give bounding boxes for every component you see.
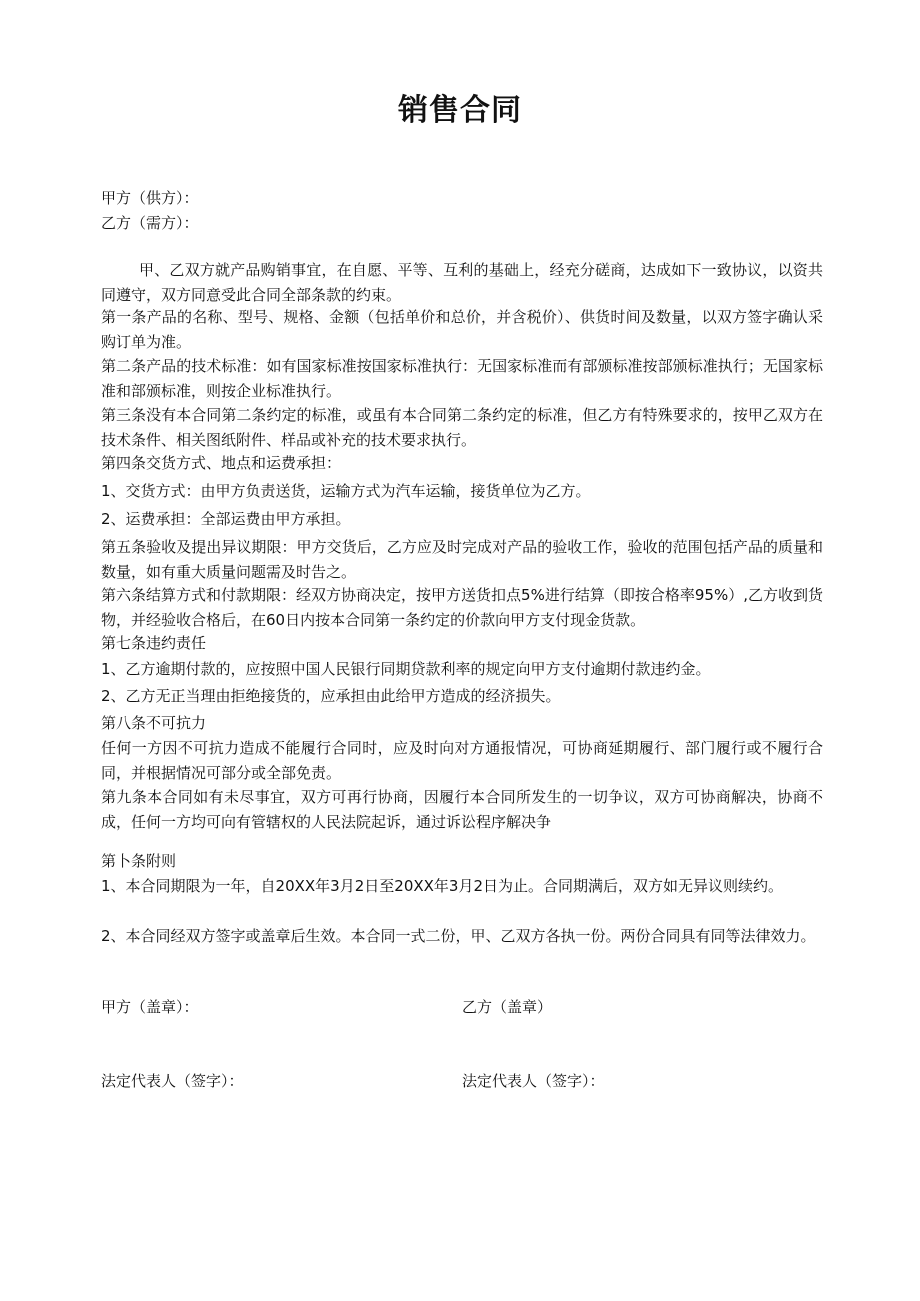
- article-4-item-1: 1、交货方式：由甲方负责送货，运输方式为汽车运输，接货单位为乙方。: [101, 482, 591, 500]
- article-10-item-2: 2、本合同经双方签字或盖章后生效。本合同一式二份，甲、乙双方各执一份。两份合同具有同等法律效力。: [101, 927, 816, 945]
- article-2: 第二条产品的技术标准：如有国家标准按国家标准执行：无国家标准而有部颁标准按部颁标准执行；无国家标准和部颁标准，则按企业标准执行。: [101, 357, 823, 400]
- article-7-heading: 第七条违约责任: [101, 634, 207, 652]
- article-6: 第六条结算方式和付款期限：经双方协商决定，按甲方送货扣点5%进行结算（即按合格率95%）,乙方收到货物，并经验收合格后，在60日内按本合同第一条约定的价款向甲方支付现金货款。: [101, 586, 823, 629]
- article-1: 第一条产品的名称、型号、规格、金额（包括单价和总价，并含税价）、供货时间及数量，以双方签字确认采购订单为准。: [101, 308, 823, 351]
- article-3: 第三条没有本合同第二条约定的标准，或虽有本合同第二条约定的标准，但乙方有特殊要求的，按甲乙双方在技术条件、相关图纸附件、样品或补充的技术要求执行。: [101, 406, 823, 449]
- party-a-seal-label: 甲方（盖章）：: [101, 998, 199, 1016]
- document-title: 销售合同: [398, 93, 522, 128]
- article-8-body: 任何一方因不可抗力造成不能履行合同时，应及时向对方通报情况，可协商延期履行、部门履行或不履行合同，并根据情况可部分或全部免责。: [101, 739, 823, 782]
- party-b-representative-label: 法定代表人（签字）：: [462, 1072, 605, 1090]
- party-b-seal-label: 乙方（盖章）: [462, 998, 553, 1016]
- article-10-item-1: 1、本合同期限为一年，自20XX年3月2日至20XX年3月2日为止。合同期满后，双方如无异议则续约。: [101, 877, 783, 895]
- party-a-label: 甲方（供方）：: [101, 189, 199, 207]
- article-10-heading: 第卜条附则: [101, 852, 177, 870]
- article-4-item-2: 2、运费承担：全部运费由甲方承担。: [101, 510, 351, 528]
- article-4-heading: 第四条交货方式、地点和运费承担：: [101, 454, 342, 472]
- article-7-item-2: 2、乙方无正当理由拒绝接货的，应承担由此给甲方造成的经济损失。: [101, 687, 561, 705]
- article-8-heading: 第八条不可抗力: [101, 714, 207, 732]
- article-7-item-1: 1、乙方逾期付款的，应按照中国人民银行同期贷款利率的规定向甲方支付逾期付款违约金。: [101, 660, 711, 678]
- party-b-label: 乙方（需方）：: [101, 214, 199, 232]
- article-5: 第五条验收及提出异议期限：甲方交货后，乙方应及时完成对产品的验收工作，验收的范围包括产品的质量和数量，如有重大质量问题需及时告之。: [101, 538, 823, 581]
- intro-paragraph: 甲、乙双方就产品购销事宜，在自愿、平等、互利的基础上，经充分磋商，达成如下一致协议，以资共同遵守，双方同意受此合同全部条款的约束。: [101, 261, 823, 304]
- article-9: 第九条本合同如有未尽事宜，双方可再行协商，因履行本合同所发生的一切争议，双方可协商解决，协商不成，任何一方均可向有管辖权的人民法院起诉，通过诉讼程序解决争: [101, 788, 823, 831]
- party-a-representative-label: 法定代表人（签字）：: [101, 1072, 244, 1090]
